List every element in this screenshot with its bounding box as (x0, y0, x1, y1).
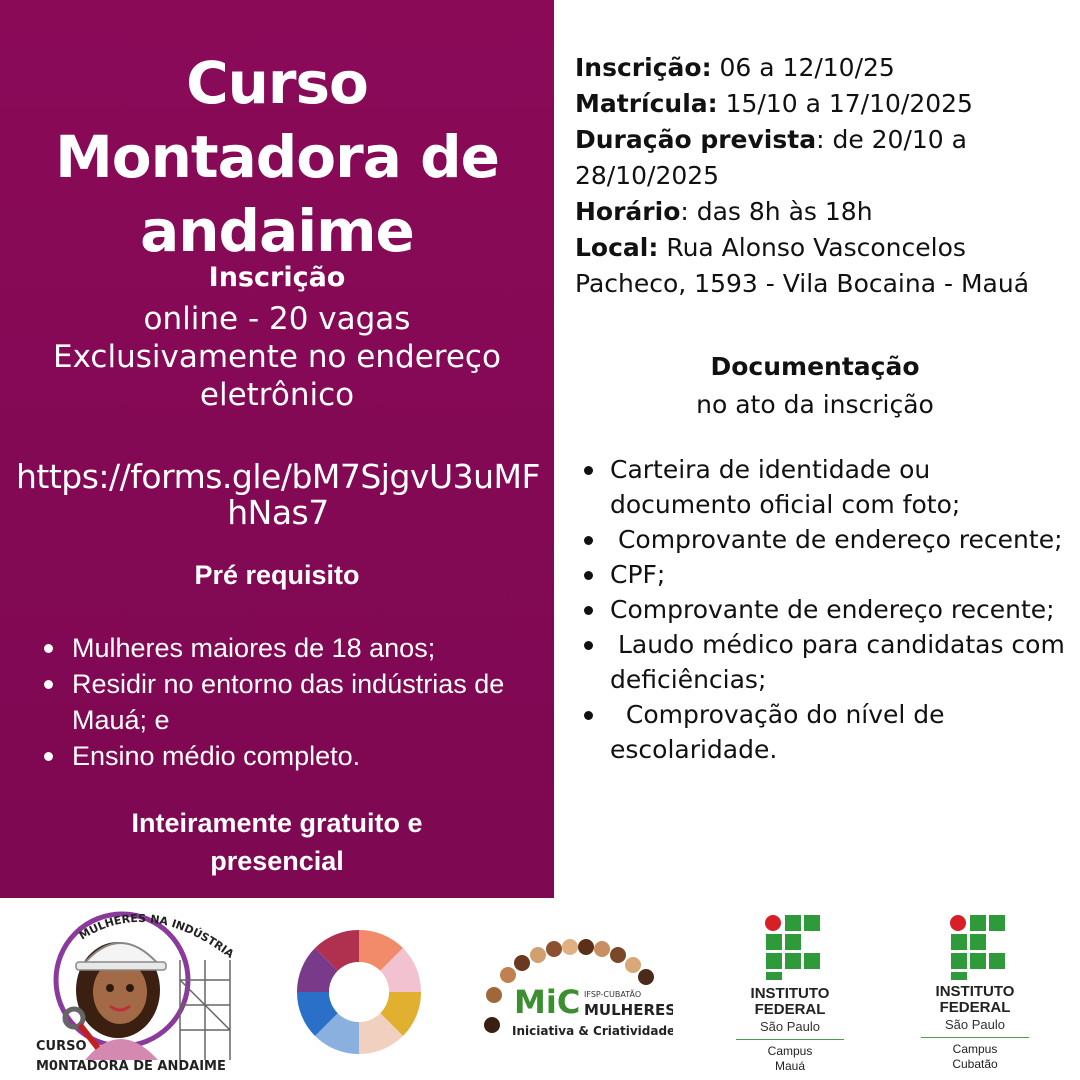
inscricao-line: eletrônico (199, 377, 355, 413)
mulheres-na-industria-logo (30, 900, 245, 1078)
local-label: Local: (575, 233, 659, 262)
inscricao-value: 06 a 12/10/25 (711, 53, 895, 82)
if-divider (921, 1037, 1029, 1038)
inscricao-line: online - 20 vagas (143, 301, 411, 337)
mic-ifsp: IFSP-CUBATÃO (584, 990, 642, 999)
partners-circle-logo (295, 928, 423, 1056)
if-campus-name: Cubatão (952, 1057, 998, 1071)
mic-tagline: Iniciativa & Criatividade (512, 1024, 673, 1038)
if-name-line2: FEDERAL (939, 999, 1011, 1016)
duracao-date (575, 122, 1070, 194)
mic-wordmark: MiC (514, 983, 581, 1021)
if-grid-icon (730, 910, 850, 980)
if-name-line1: INSTITUTO (935, 983, 1015, 1000)
if-name-line1: INSTITUTO (750, 985, 830, 1002)
if-state: São Paulo (945, 1017, 1005, 1032)
documentation-subtitle: no ato da inscrição (696, 390, 934, 419)
list-item: Laudo médico para candidatas com deficiências; (580, 627, 1075, 697)
inscricao-date (575, 50, 1070, 86)
registration-link[interactable]: https://forms.gle/bM7SjgvU3uMFhNas7 (16, 457, 540, 532)
if-campus-name: Mauá (774, 1059, 806, 1073)
free-notice-line: presencial (210, 846, 344, 876)
list-item: Carteira de identidade ou documento oficial com foto; (580, 452, 1075, 522)
inscricao-label: Inscrição: (575, 53, 712, 82)
partners-donut-icon (295, 928, 423, 1056)
if-campus-label: Campus (952, 1042, 998, 1056)
list-item: Comprovante de endereço recente; (580, 522, 1075, 557)
matricula-date (575, 86, 1070, 122)
mic-mulheres-logo (478, 935, 673, 1050)
list-item: Ensino médio completo. (40, 738, 540, 774)
course-title-line: Montadora de (55, 123, 499, 191)
if-divider (736, 1039, 844, 1040)
mic-mulheres: MULHERES (584, 1001, 673, 1019)
duracao-label: Duração prevista (575, 125, 817, 154)
duracao-value: : de 20/10 a 28/10/2025 (575, 125, 967, 190)
prereq-list (40, 630, 540, 774)
horario-value: : das 8h às 18h (680, 197, 873, 226)
schedule-info (575, 50, 1070, 302)
list-item: Residir no entorno das indústrias de Mauá; e (40, 666, 540, 738)
course-title-line: Curso (186, 49, 368, 117)
if-maua-logo (730, 910, 850, 1078)
documentation-title: Documentação (710, 352, 920, 381)
inscricao-description (0, 300, 554, 414)
course-panel (0, 0, 554, 898)
free-notice-line: Inteiramente gratuito e (131, 808, 423, 838)
prereq-title: Pré requisito (194, 560, 360, 590)
logo-line1: CURSO (36, 1039, 87, 1054)
inscricao-heading: Inscrição (208, 262, 346, 293)
local-value: Rua Alonso Vasconcelos Pacheco, 1593 - Vila Bocaina - Mauá (575, 233, 1030, 298)
if-cubatao-logo (915, 910, 1035, 1078)
list-item: Comprovante de endereço recente; (580, 592, 1075, 627)
horario (575, 194, 1070, 230)
if-grid-icon (915, 910, 1035, 980)
matricula-label: Matrícula: (575, 89, 718, 118)
if-name-line2: FEDERAL (754, 1001, 826, 1018)
local (575, 230, 1070, 302)
documentation-list (580, 452, 1075, 767)
free-notice (0, 804, 554, 880)
horario-label: Horário (575, 197, 681, 226)
logo-line2: M0NTADORA DE ANDAIME (36, 1059, 226, 1074)
worker-woman-icon (30, 900, 245, 1078)
list-item: Comprovação do nível de escolaridade. (580, 697, 1075, 767)
matricula-value: 15/10 a 17/10/2025 (717, 89, 973, 118)
inscricao-line: Exclusivamente no endereço (53, 339, 501, 375)
course-title-line: andaime (140, 197, 414, 265)
arc-text: MULHERES NA INDÚSTRIA (76, 911, 237, 961)
list-item: CPF; (580, 557, 1075, 592)
mic-faces-icon (478, 935, 673, 1050)
if-state: São Paulo (760, 1019, 820, 1034)
if-campus-label: Campus (767, 1044, 813, 1058)
list-item: Mulheres maiores de 18 anos; (40, 630, 540, 666)
course-title (0, 46, 554, 268)
